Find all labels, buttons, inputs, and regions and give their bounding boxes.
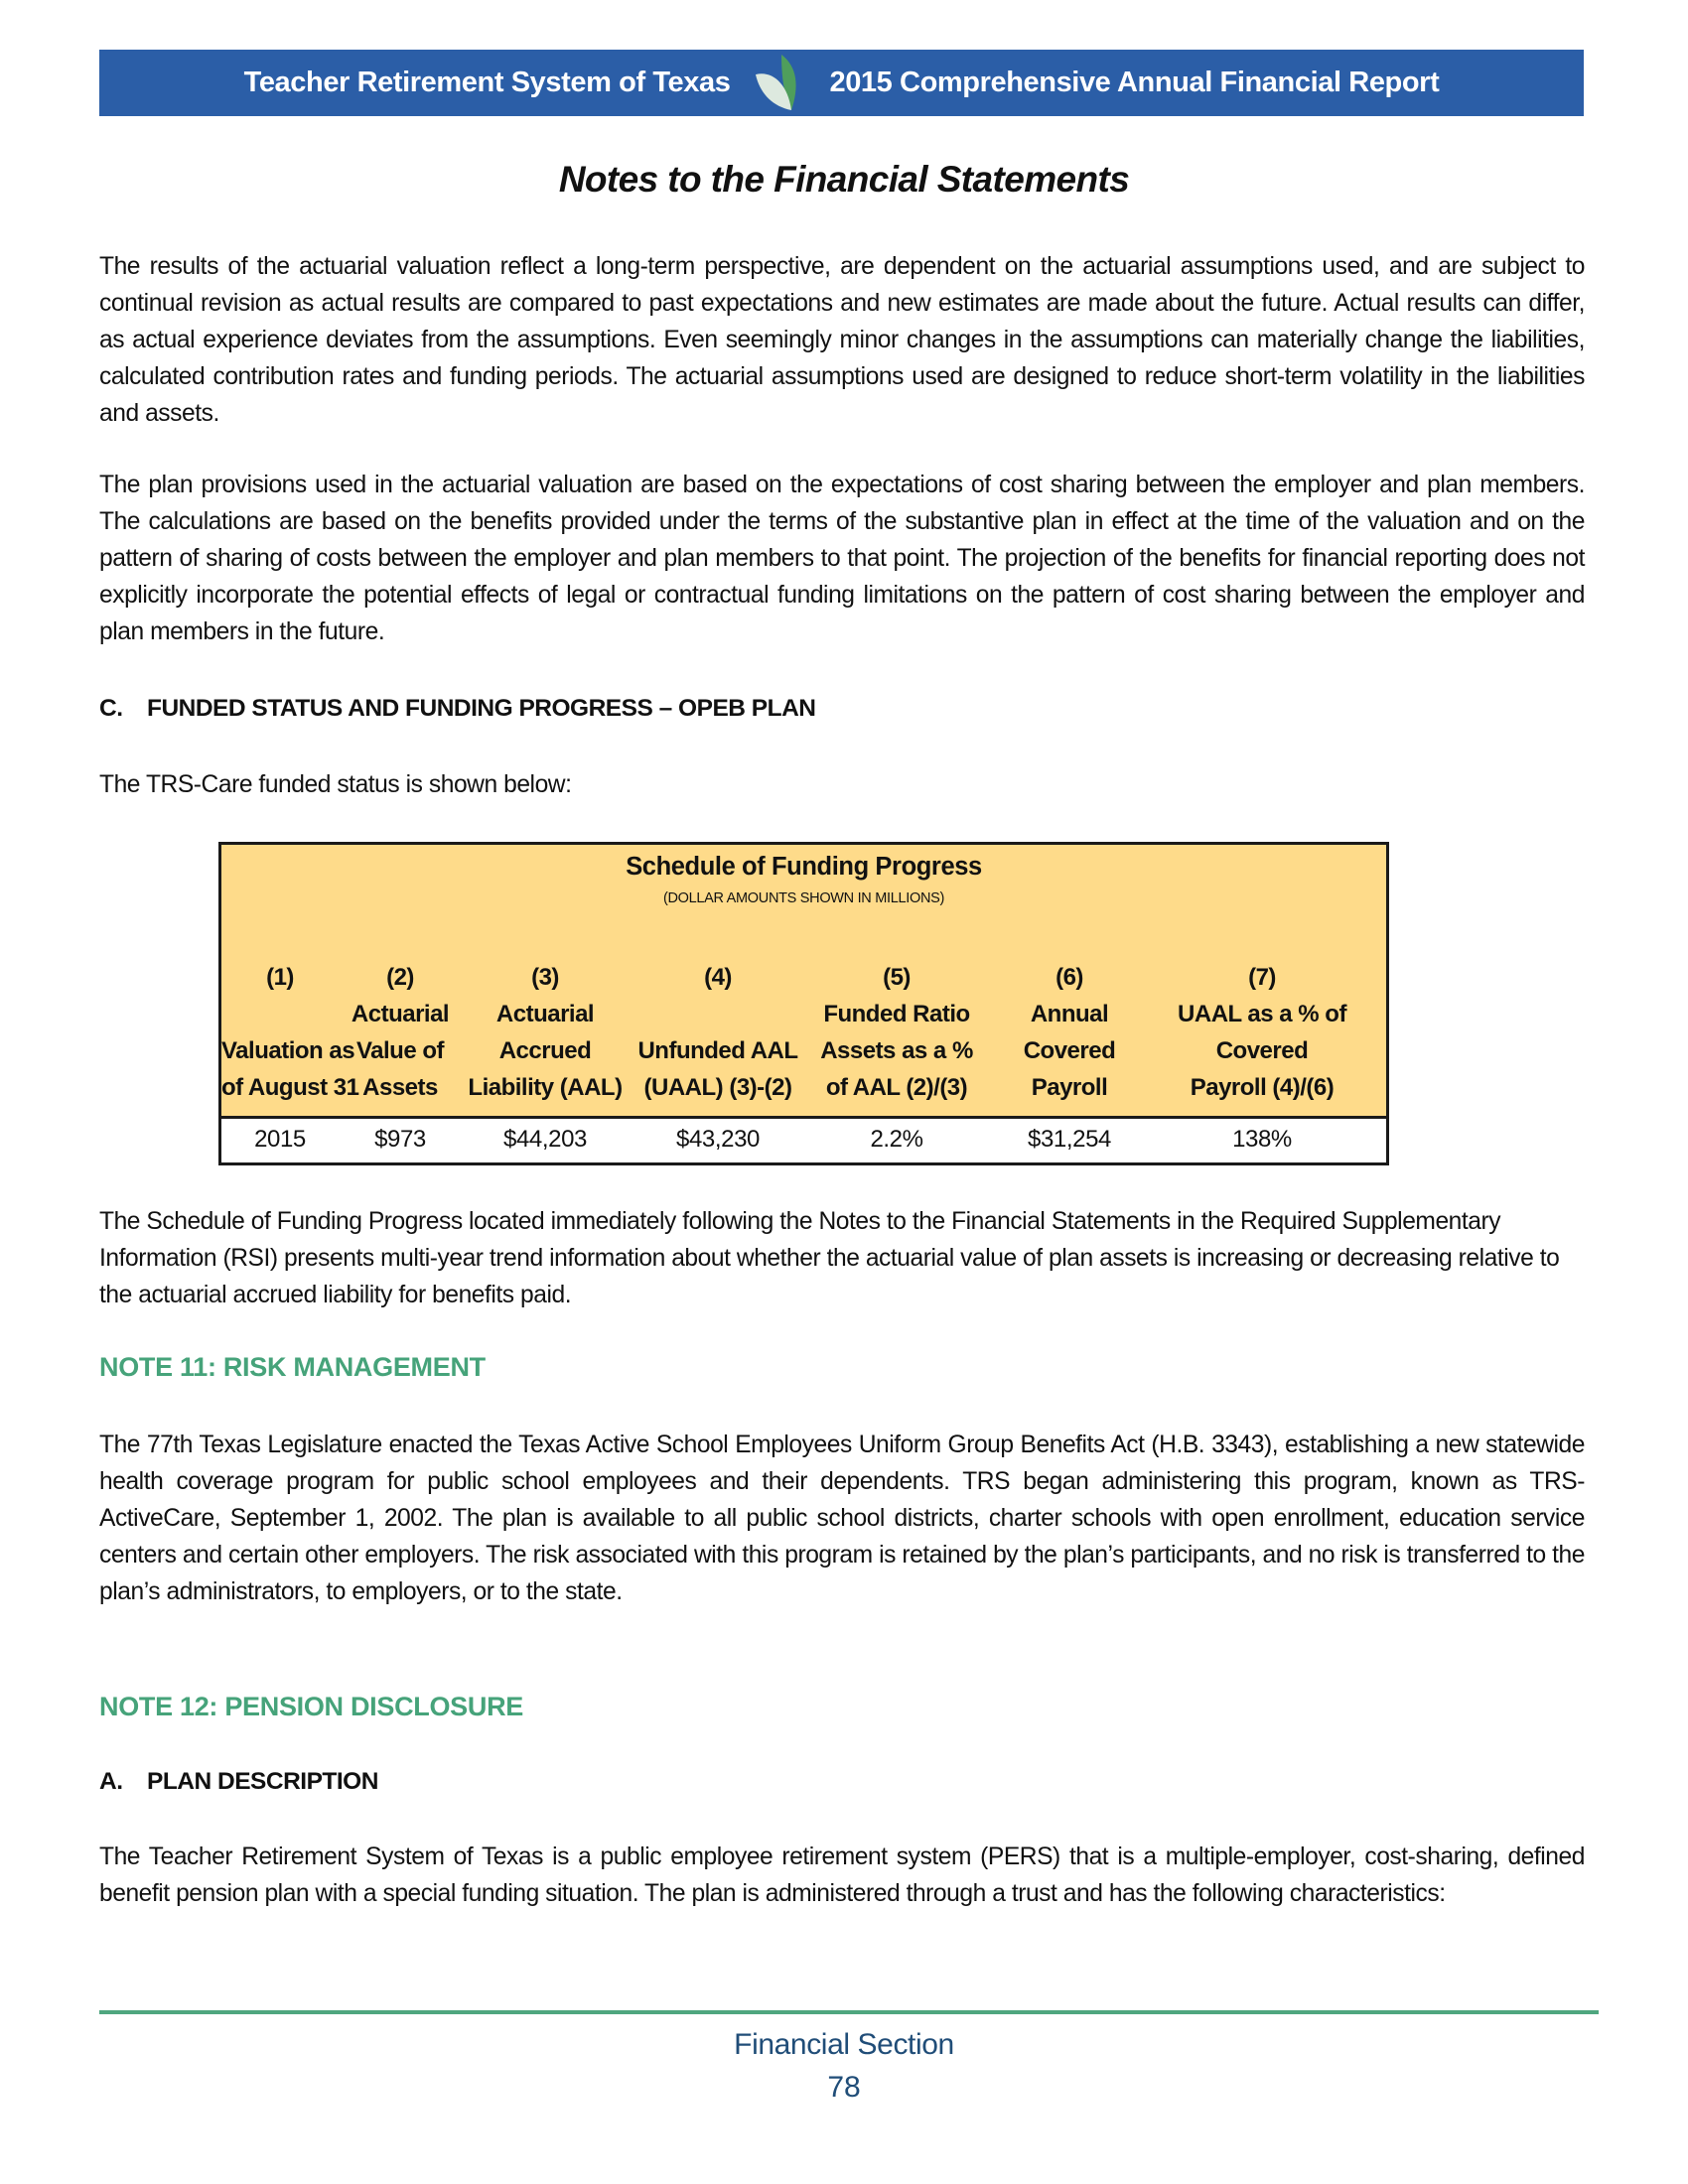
table-subtitle: (DOLLAR AMOUNTS SHOWN IN MILLIONS) bbox=[662, 890, 945, 906]
column-header-actuarial-value-of-assets: (2) Actuarial Value of Assets bbox=[351, 964, 450, 1101]
column-header-actuarial-accrued-liability: (3) Actuarial Accrued Liability (AAL) bbox=[468, 964, 623, 1101]
cell-funded-ratio: 2.2% bbox=[870, 1126, 923, 1153]
footer-section-label: Financial Section bbox=[734, 2028, 954, 2061]
leaf-logo-icon bbox=[752, 53, 807, 114]
cell-valuation-year: 2015 bbox=[254, 1126, 306, 1153]
cell-annual-covered-payroll: $31,254 bbox=[1028, 1126, 1111, 1153]
footer-divider bbox=[99, 2010, 1599, 2014]
table-header bbox=[221, 845, 1386, 1119]
section-c-heading bbox=[99, 695, 815, 723]
section-c-title: FUNDED STATUS AND FUNDING PROGRESS – OPEB PLAN bbox=[147, 695, 816, 722]
column-header-uaal-percent-payroll: (7) UAAL as a % of Covered Payroll (4)/(6) bbox=[1178, 964, 1346, 1101]
organization-name: Teacher Retirement System of Texas bbox=[243, 67, 731, 98]
cell-unfunded-aal: $43,230 bbox=[676, 1126, 760, 1153]
report-header-banner bbox=[99, 50, 1584, 116]
report-name: 2015 Comprehensive Annual Financial Report bbox=[829, 67, 1440, 98]
paragraph-risk-management: The 77th Texas Legislature enacted the Texas Active School Employees Uniform Group Benefits Act (H.B. 3343), establishing a new statewide health coverage program for public school employees and their dependents. TRS began administering this program, known as TRS-ActiveCare, September 1, 2002. The plan is available to all public school districts, charter schools with open enrollment, education service centers and certain other employers. The risk associated with this program is retained by the plan’s participants, and no risk is transferred to the plan’s administrators, to employers, or to the state. bbox=[99, 1432, 1585, 1605]
column-header-annual-covered-payroll: (6) Annual Covered Payroll bbox=[1023, 964, 1116, 1101]
paragraph-plan-description: The Teacher Retirement System of Texas is a public employee retirement system (PERS) that is a multiple-employer, cost-sharing, defined benefit pension plan with a special funding situation. The plan is administered through a trust and has the following characteristics: bbox=[99, 1843, 1585, 1907]
page-title: Notes to the Financial Statements bbox=[558, 159, 1130, 200]
section-a-title: PLAN DESCRIPTION bbox=[147, 1768, 378, 1795]
page-number: 78 bbox=[827, 2071, 861, 2104]
paragraph-actuarial-results: The results of the actuarial valuation reflect a long-term perspective, are dependent on the actuarial assumptions used, and are subject to continual revision as actual results are compared to past expectations and new estimates are made about the future. Actual results can differ, as actual experience deviates from the assumptions. Even seemingly minor changes in the assumptions can materially change the liabilities, calculated contribution rates and funding periods. The actuarial assumptions used are designed to reduce short-term volatility in the liabilities and assets. bbox=[99, 253, 1585, 427]
column-header-funded-ratio: (5) Funded Ratio Assets as a % of AAL (2)/(3) bbox=[820, 964, 973, 1101]
section-a-heading bbox=[99, 1768, 378, 1796]
table-title: Schedule of Funding Progress bbox=[626, 853, 982, 881]
cell-actuarial-accrued-liability: $44,203 bbox=[503, 1126, 587, 1153]
section-c-letter: C. bbox=[99, 695, 123, 722]
cell-actuarial-value-of-assets: $973 bbox=[374, 1126, 426, 1153]
paragraph-plan-provisions: The plan provisions used in the actuarial valuation are based on the expectations of cost sharing between the employer and plan members. The calculations are based on the benefits provided under the terms of the substantive plan in effect at the time of the valuation and on the pattern of sharing of costs between the employer and plan members to that point. The projection of the benefits for financial reporting does not explicitly incorporate the potential effects of legal or contractual funding limitations on the pattern of cost sharing between the employer and plan members in the future. bbox=[99, 472, 1585, 645]
section-a-letter: A. bbox=[99, 1768, 123, 1795]
schedule-of-funding-progress-table bbox=[218, 842, 1389, 1165]
cell-uaal-percent-payroll: 138% bbox=[1232, 1126, 1292, 1153]
paragraph-funded-status-intro: The TRS-Care funded status is shown below: bbox=[99, 771, 572, 798]
note-11-heading: NOTE 11: RISK MANAGEMENT bbox=[99, 1352, 486, 1382]
paragraph-schedule-rsi: The Schedule of Funding Progress located immediately following the Notes to the Financial Statements in the Required Supplementary Information (RSI) presents multi-year trend information about whether the actuarial value of plan assets is increasing or decreasing relative to the actuarial accrued liability for benefits paid. bbox=[99, 1208, 1560, 1308]
note-12-heading: NOTE 12: PENSION DISCLOSURE bbox=[99, 1692, 523, 1721]
column-header-valuation-date: (1) Valuation as of August 31 bbox=[221, 964, 359, 1101]
column-header-unfunded-aal: (4) Unfunded AAL (UAAL) (3)-(2) bbox=[637, 964, 798, 1101]
